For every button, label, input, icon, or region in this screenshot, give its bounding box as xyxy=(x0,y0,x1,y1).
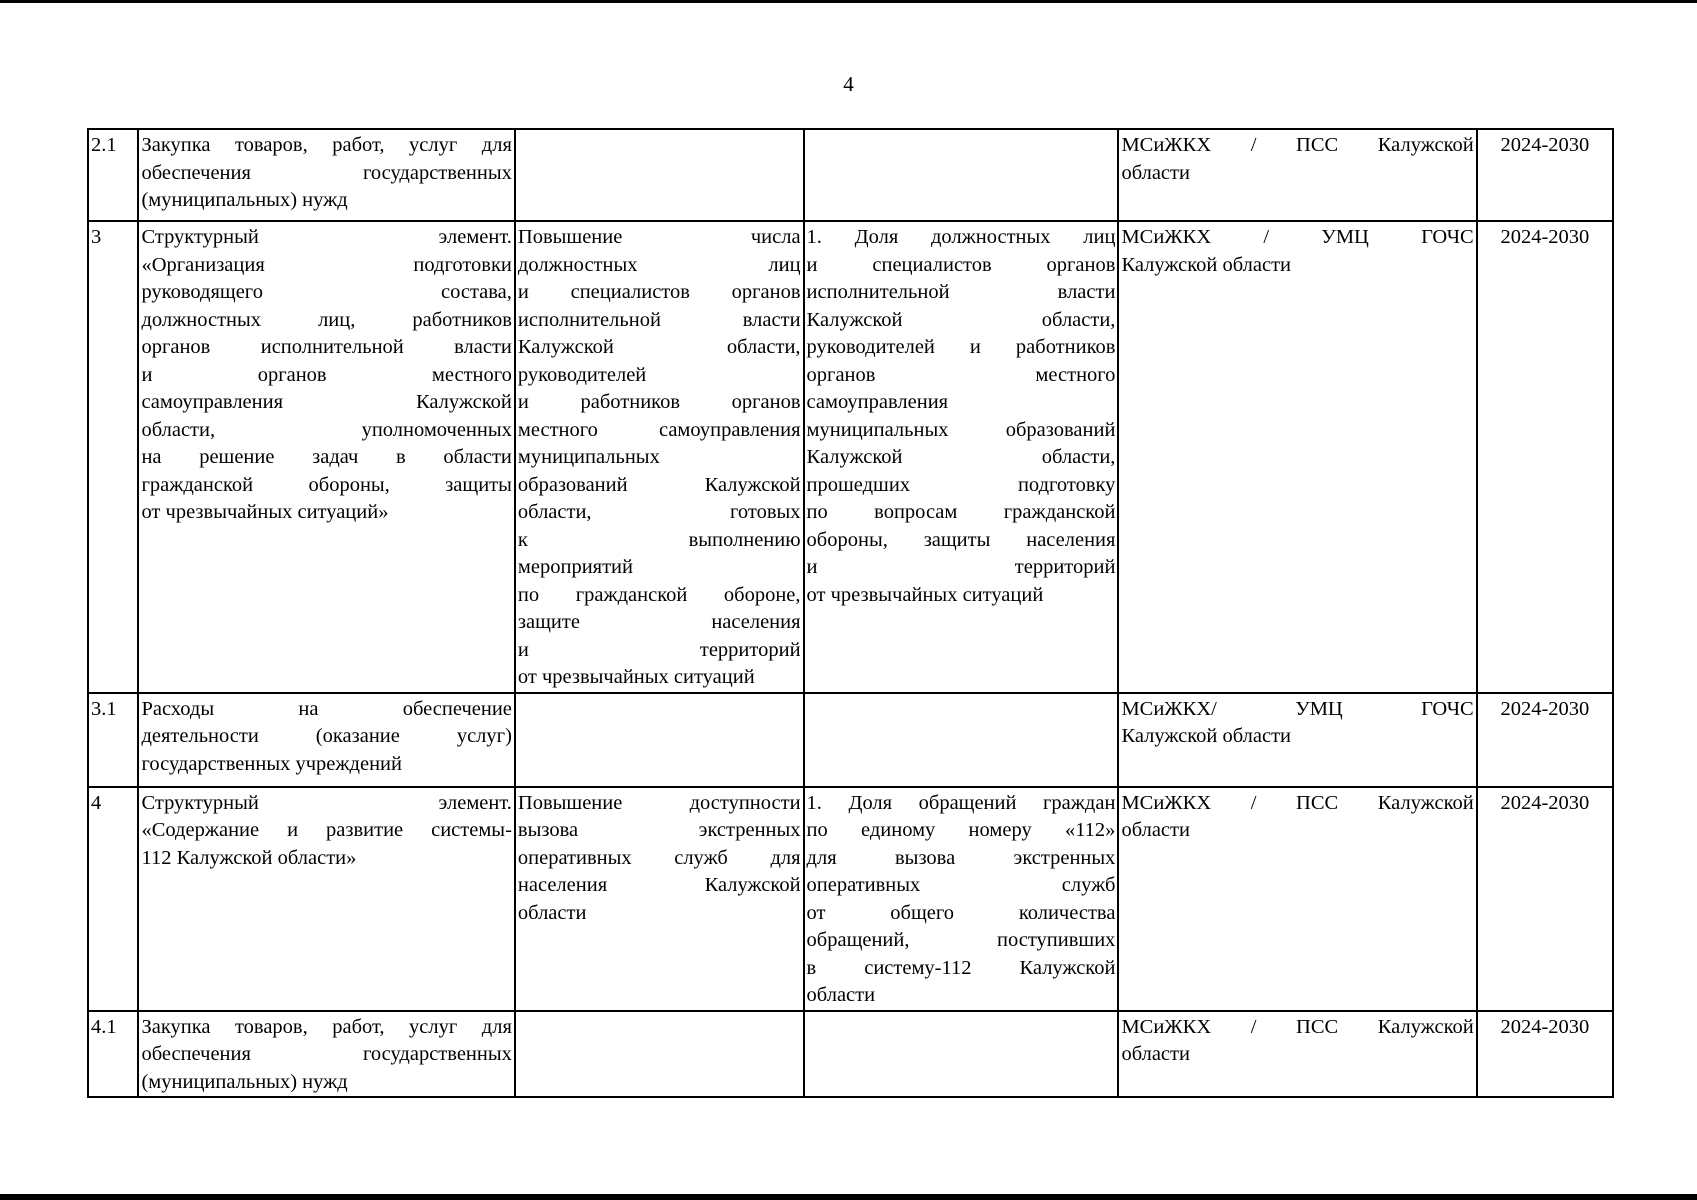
cell-text-line: должностных лиц, работников xyxy=(141,308,512,331)
cell-text-line: Калужской области, xyxy=(517,336,801,358)
cell-text-line: от чрезвычайных ситуаций xyxy=(517,666,755,688)
cell-text-line: исполнительной власти xyxy=(517,308,801,331)
cell-text-line: по вопросам гражданской xyxy=(806,501,1116,523)
row-number-cell: 4.1 xyxy=(88,1011,138,1098)
row-number-cell: 2.1 xyxy=(88,129,138,221)
page-number: 4 xyxy=(843,72,854,96)
goal-cell xyxy=(515,129,804,221)
indicator-cell xyxy=(804,129,1119,221)
cell-text-line: на решение задач в области xyxy=(141,446,512,468)
cell-text-line: МСиЖКХ / ПСС Калужской xyxy=(1121,791,1474,814)
years-cell: 2024-2030 xyxy=(1477,129,1613,221)
years-cell: 2024-2030 xyxy=(1477,221,1613,693)
cell-text-line: обращений, поступивших xyxy=(806,929,1116,951)
cell-text-line: «Содержание и развитие системы- xyxy=(141,819,512,841)
cell-text-line: МСиЖКХ / УМЦ ГОЧС xyxy=(1121,226,1474,248)
cell-text-line: местного самоуправления xyxy=(517,418,801,441)
cell-text-line: Калужской области, xyxy=(806,446,1116,468)
cell-text-line: муниципальных образований xyxy=(806,418,1116,441)
cell-text-line: «Организация подготовки xyxy=(141,253,512,276)
responsible-cell xyxy=(1118,221,1476,693)
table-row xyxy=(88,221,1613,693)
row-number-cell: 3 xyxy=(88,221,138,693)
row-number-cell: 3.1 xyxy=(88,693,138,787)
goal-cell xyxy=(515,693,804,787)
cell-text-line: в систему-112 Калужской xyxy=(806,956,1116,979)
cell-text-line: деятельности (оказание услуг) xyxy=(141,725,512,747)
element-name-cell xyxy=(138,693,514,787)
cell-text-line: области xyxy=(1121,819,1190,841)
cell-text-line: и специалистов органов xyxy=(806,253,1116,276)
cell-text-line: оперативных служб для xyxy=(517,846,801,869)
scan-bottom-edge xyxy=(0,1194,1697,1200)
element-name-cell xyxy=(138,1011,514,1098)
cell-text-line: гражданской обороны, защиты xyxy=(141,473,512,496)
cell-text-line: от чрезвычайных ситуаций xyxy=(806,583,1044,606)
cell-text-line: МСиЖКХ / ПСС Калужской xyxy=(1121,1015,1474,1038)
cell-text-line: населения Калужской xyxy=(517,874,801,896)
table-row xyxy=(88,693,1613,787)
cell-text-line: от общего количества xyxy=(806,901,1116,924)
cell-text-line: руководящего состава, xyxy=(141,281,512,303)
cell-text-line: должностных лиц xyxy=(517,253,801,276)
cell-text-line: руководителей xyxy=(517,363,647,386)
responsible-cell xyxy=(1118,787,1476,1011)
indicator-cell xyxy=(804,787,1119,1011)
cell-text-line: Повышение числа xyxy=(517,226,801,248)
cell-text-line: и территорий xyxy=(806,556,1116,578)
table-row xyxy=(88,1011,1613,1098)
cell-text-line: Закупка товаров, работ, услуг для xyxy=(141,1015,512,1038)
cell-text-line: области xyxy=(1121,1043,1190,1065)
cell-text-line: обороны, защиты населения xyxy=(806,528,1116,551)
row-number-cell: 4 xyxy=(88,787,138,1011)
element-name-cell xyxy=(138,129,514,221)
cell-text-line: области, готовых xyxy=(517,501,801,523)
indicator-cell xyxy=(804,221,1119,693)
cell-text-line: обеспечения государственных xyxy=(141,1043,512,1065)
cell-text-line: органов местного xyxy=(806,363,1116,386)
cell-text-line: мероприятий xyxy=(517,556,633,578)
cell-text-line: самоуправления Калужской xyxy=(141,391,512,413)
element-name-cell xyxy=(138,221,514,693)
cell-text-line: Расходы на обеспечение xyxy=(141,697,512,720)
cell-text-line: Калужской области xyxy=(1121,253,1292,276)
cell-text-line: области xyxy=(806,984,876,1006)
cell-text-line: прошедших подготовку xyxy=(806,473,1116,496)
cell-text-line: МСиЖКХ/ УМЦ ГОЧС xyxy=(1121,697,1474,720)
cell-text-line: 1. Доля должностных лиц xyxy=(806,226,1116,248)
cell-text-line: самоуправления xyxy=(806,391,949,413)
responsible-cell xyxy=(1118,1011,1476,1098)
cell-text-line: к выполнению xyxy=(517,528,801,551)
goal-cell xyxy=(515,221,804,693)
plan-table xyxy=(87,128,1614,1098)
table-row xyxy=(88,787,1613,1011)
cell-text-line: исполнительной власти xyxy=(806,281,1116,303)
cell-text-line: и работников органов xyxy=(517,391,801,413)
cell-text-line: органов исполнительной власти xyxy=(141,336,512,358)
goal-cell xyxy=(515,1011,804,1098)
cell-text-line: области, уполномоченных xyxy=(141,418,512,441)
cell-text-line: Структурный элемент. xyxy=(141,791,512,814)
goal-cell xyxy=(515,787,804,1011)
cell-text-line: защите населения xyxy=(517,611,801,633)
cell-text-line: Калужской области xyxy=(1121,725,1292,747)
cell-text-line: обеспечения государственных xyxy=(141,161,512,184)
years-cell: 2024-2030 xyxy=(1477,693,1613,787)
cell-text-line: Калужской области, xyxy=(806,308,1116,331)
cell-text-line: от чрезвычайных ситуаций» xyxy=(141,501,389,523)
scan-top-edge xyxy=(0,0,1697,3)
cell-text-line: и территорий xyxy=(517,638,801,661)
cell-text-line: образований Калужской xyxy=(517,473,801,496)
years-cell: 2024-2030 xyxy=(1477,787,1613,1011)
cell-text-line: (муниципальных) нужд xyxy=(141,189,348,211)
cell-text-line: и специалистов органов xyxy=(517,281,801,303)
table-row xyxy=(88,129,1613,221)
responsible-cell xyxy=(1118,693,1476,787)
cell-text-line: вызова экстренных xyxy=(517,819,801,841)
cell-text-line: области xyxy=(517,901,587,924)
cell-text-line: 112 Калужской области» xyxy=(141,846,357,869)
cell-text-line: (муниципальных) нужд xyxy=(141,1070,348,1093)
cell-text-line: 1. Доля обращений граждан xyxy=(806,791,1116,814)
indicator-cell xyxy=(804,1011,1119,1098)
cell-text-line: муниципальных xyxy=(517,446,660,468)
cell-text-line: Закупка товаров, работ, услуг для xyxy=(141,134,512,156)
cell-text-line: Структурный элемент. xyxy=(141,226,512,248)
cell-text-line: государственных учреждений xyxy=(141,752,402,775)
cell-text-line: Повышение доступности xyxy=(517,791,801,814)
indicator-cell xyxy=(804,693,1119,787)
cell-text-line: оперативных служб xyxy=(806,874,1116,896)
cell-text-line: МСиЖКХ / ПСС Калужской xyxy=(1121,134,1474,156)
years-cell: 2024-2030 xyxy=(1477,1011,1613,1098)
cell-text-line: и органов местного xyxy=(141,363,512,386)
cell-text-line: руководителей и работников xyxy=(806,336,1116,358)
cell-text-line: по гражданской обороне, xyxy=(517,583,801,606)
element-name-cell xyxy=(138,787,514,1011)
cell-text-line: области xyxy=(1121,161,1190,184)
cell-text-line: по единому номеру «112» xyxy=(806,819,1116,841)
cell-text-line: для вызова экстренных xyxy=(806,846,1116,869)
responsible-cell xyxy=(1118,129,1476,221)
